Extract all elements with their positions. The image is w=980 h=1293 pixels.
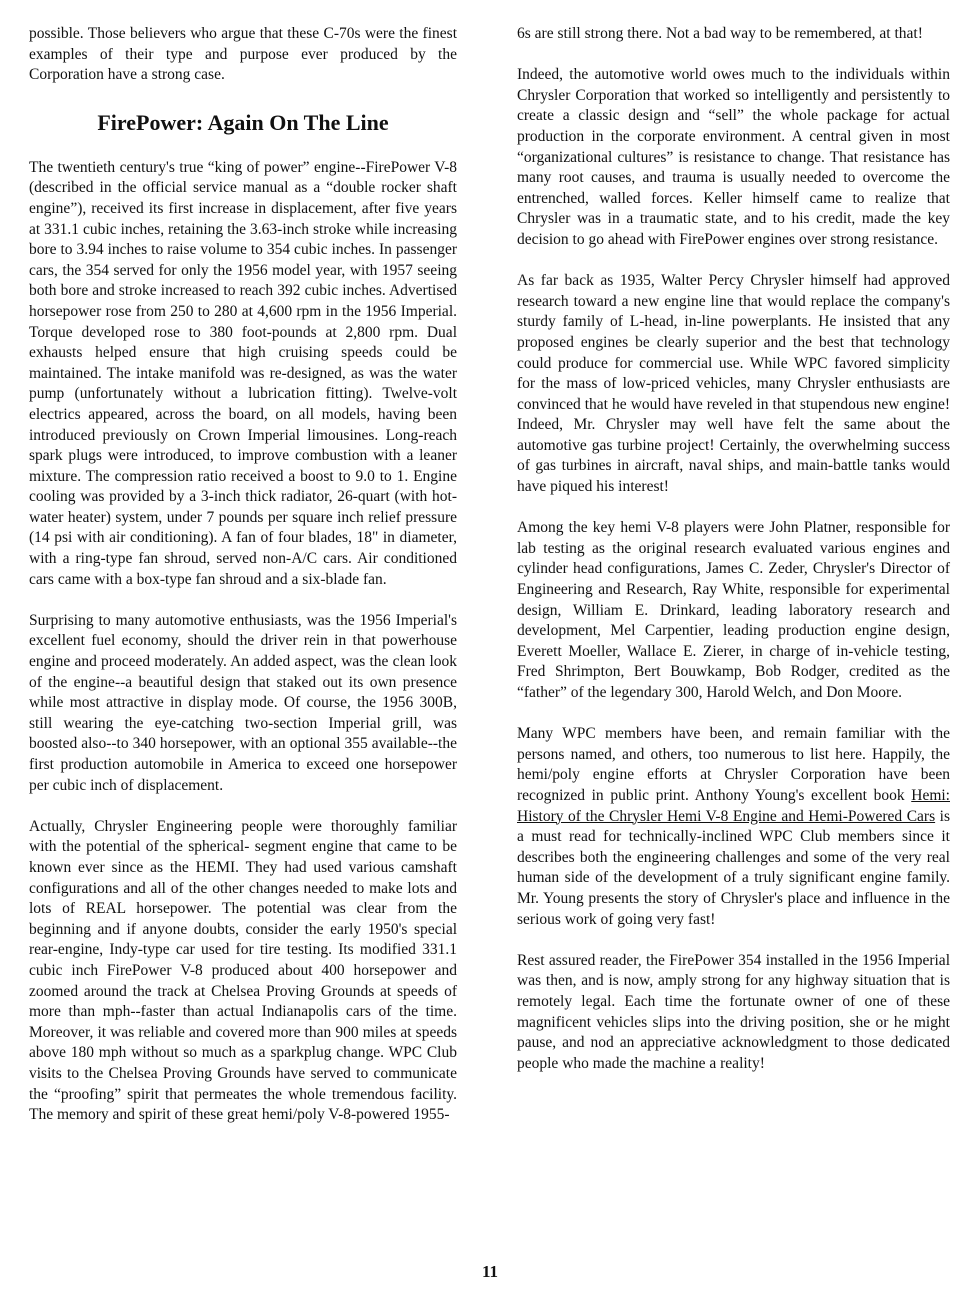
paragraph-wpc-members-text-a: Many WPC members have been, and remain familiar with the persons named, and others, too numerous to list here. Happily, the hemi/poly engine efforts at Chrysler Corporation have been recognized in public print. Anthony Young's excellent book: [517, 725, 950, 804]
paragraph-automotive-world: Indeed, the automotive world owes much to the individuals within Chrysler Corporation that worked so intelligently and persistently to create a classic design and “sell” the whole package for actual production in the corporate environment. A central given in most “organizational cultures” is resistance to change. That resistance has many root causes, and trauma is usually needed to overcome the entrenched, walled forces. Keller himself came to realize that Chrysler was in a traumatic state, and to his credit, made the key decision to go ahead with FirePower engines over strong resistance.: [517, 66, 950, 248]
paragraph-chrysler-engineering: Actually, Chrysler Engineering people were thoroughly familiar with the potential of the spherical- segment engine that came to be known ever since as the HEMI. They had used various camshaft configurations and all of the other changes needed to make lots and lots of REAL horsepower. The potential was clear from the beginning and if anyone doubts, consider the early 1950's special rear-engine, Indy-type car used for tire testing. Its modified 331.1 cubic inch FirePower V-8 produced about 400 horsepower and zoomed around the track at Chelsea Proving Grounds at speeds of more than mph--faster than actual Indianapolis cars of the time. Moreover, it was reliable and covered more than 900 miles at speeds above 180 mph without so much as a sparkplug change. WPC Club visits to the Chelsea Proving Grounds have served to communicate the “proofing” spirit that permeates the whole tremendous facility. The memory and spirit of these great hemi/poly V-8-powered 1955-: [29, 817, 457, 1124]
paragraph-wpc-members: [517, 724, 950, 930]
paragraph-key-players: Among the key hemi V-8 players were John Platner, responsible for lab testing as the original research evaluated various engines and cylinder head configurations, James C. Zeder, Chrysler's Director of Engineering and Research, Ray White, responsible for experimental design, William E. Drinkard, leading laboratory research and development, Mel Carpentier, leading production engine design, Everett Moeller, Wallace E. Zierer, in charge of in-vehicle testing, Fred Shrimpton, Bert Bouwkamp, Bob Rodger, credited as the “father” of the legendary 300, Harold Welch, and Don Moore.: [517, 519, 950, 701]
section-heading: FirePower: Again On The Line: [97, 109, 389, 135]
book-title: Hemi: History of the Chrysler Hemi V-8 Engine and Hemi-Powered Cars: [517, 786, 950, 825]
intro-paragraph: possible. Those believers who argue that these C-70s were the finest examples of their type and purpose ever produced by the Corporation have a strong case.: [29, 25, 457, 84]
page-number: 11: [481, 1262, 499, 1281]
paragraph-rest-assured: Rest assured reader, the FirePower 354 installed in the 1956 Imperial was then, and is now, amply strong for any highway situation that is remotely legal. Each time the fortunate owner of one of these magnificent vehicles slips into the driving position, she or he might pause, and nod an appreciative acknowledgment to those dedicated people who made the machine a reality!: [517, 951, 950, 1072]
paragraph-continuation: 6s are still strong there. Not a bad way to be remembered, at that!: [517, 25, 923, 42]
left-column: [29, 24, 457, 1146]
paragraph-wpc-members-text-b: is a must read for technically-inclined WPC Club members since it describes both the engineering challenges and some of the very real human side of the development of a truly significant engine family. Mr. Young presents the story of Chrysler's place and influence in the serious work of going very fast!: [517, 807, 951, 928]
paragraph-engine-specs: The twentieth century's true “king of power” engine--FirePower V-8 (described in the official service manual as a “double rocker shaft engine”), received its first increase in displacement, after five years at 331.1 cubic inches, retaining the 3.63-inch stroke while increasing bore to 3.94 inches to raise volume to 354 cubic inches. In passenger cars, the 354 served for only the 1956 model year, with 1957 seeing both bore and stroke increased to reach 392 cubic inches. Advertised horsepower rose from 250 to 280 at 4,600 rpm in the 1956 Imperial. Torque developed rose to 380 foot-pounds at 2,800 rpm. Dual exhausts helped ensure that high cruising speeds could be maintained. The intake manifold was re-designed, as was the water pump (unfortunately without a lubrication fitting). Twelve-volt electrics appeared, across the board, on all models, having been introduced previously on Crown Imperial limousines. Long-reach spark plugs were introduced, to improve combustion with a leaner mixture. The compression ratio received a boost to 9.0 to 1. Engine cooling was provided by a 3-inch thick radiator, 26-quart (with hot-water heater) system, under 7 pounds per square inch relief pressure (14 psi with air conditioning). A fan of four blades, 18" in diameter, with a ring-type fan shroud, served non-A/C cars. Air conditioned cars came with a box-type fan shroud and a six-blade fan.: [29, 158, 457, 588]
right-column: [517, 24, 950, 1095]
paragraph-walter-chrysler: As far back as 1935, Walter Percy Chrysler himself had approved research toward a new engine line that would replace the company's sturdy family of L-head, in-line powerplants. He insisted that any proposed engines be clearly superior and the best that technology could produce for commercial use. While WPC favored simplicity for the mass of low-priced vehicles, many Chrysler enthusiasts are convinced that he would have reveled in that stupendous new engine! Indeed, Mr. Chrysler may well have felt the same about the automotive gas turbine project! Certainly, the overwhelming success of gas turbines in aircraft, naval ships, and main-battle tanks would have piqued his interest!: [517, 272, 950, 496]
paragraph-fuel-economy: Surprising to many automotive enthusiasts, was the 1956 Imperial's excellent fuel economy, should the driver rein in that powerhouse engine and proceed moderately. An added aspect, was the clean look of the engine--a beautiful design that staked out its own presence while most attractive in display mode. Of course, the 1956 300B, still wearing the eye-catching two-section Imperial grill, was boosted also--to 340 horsepower, with an optional 355 available--the first production automobile in America to exceed one horsepower per cubic inch of displacement.: [29, 611, 457, 794]
